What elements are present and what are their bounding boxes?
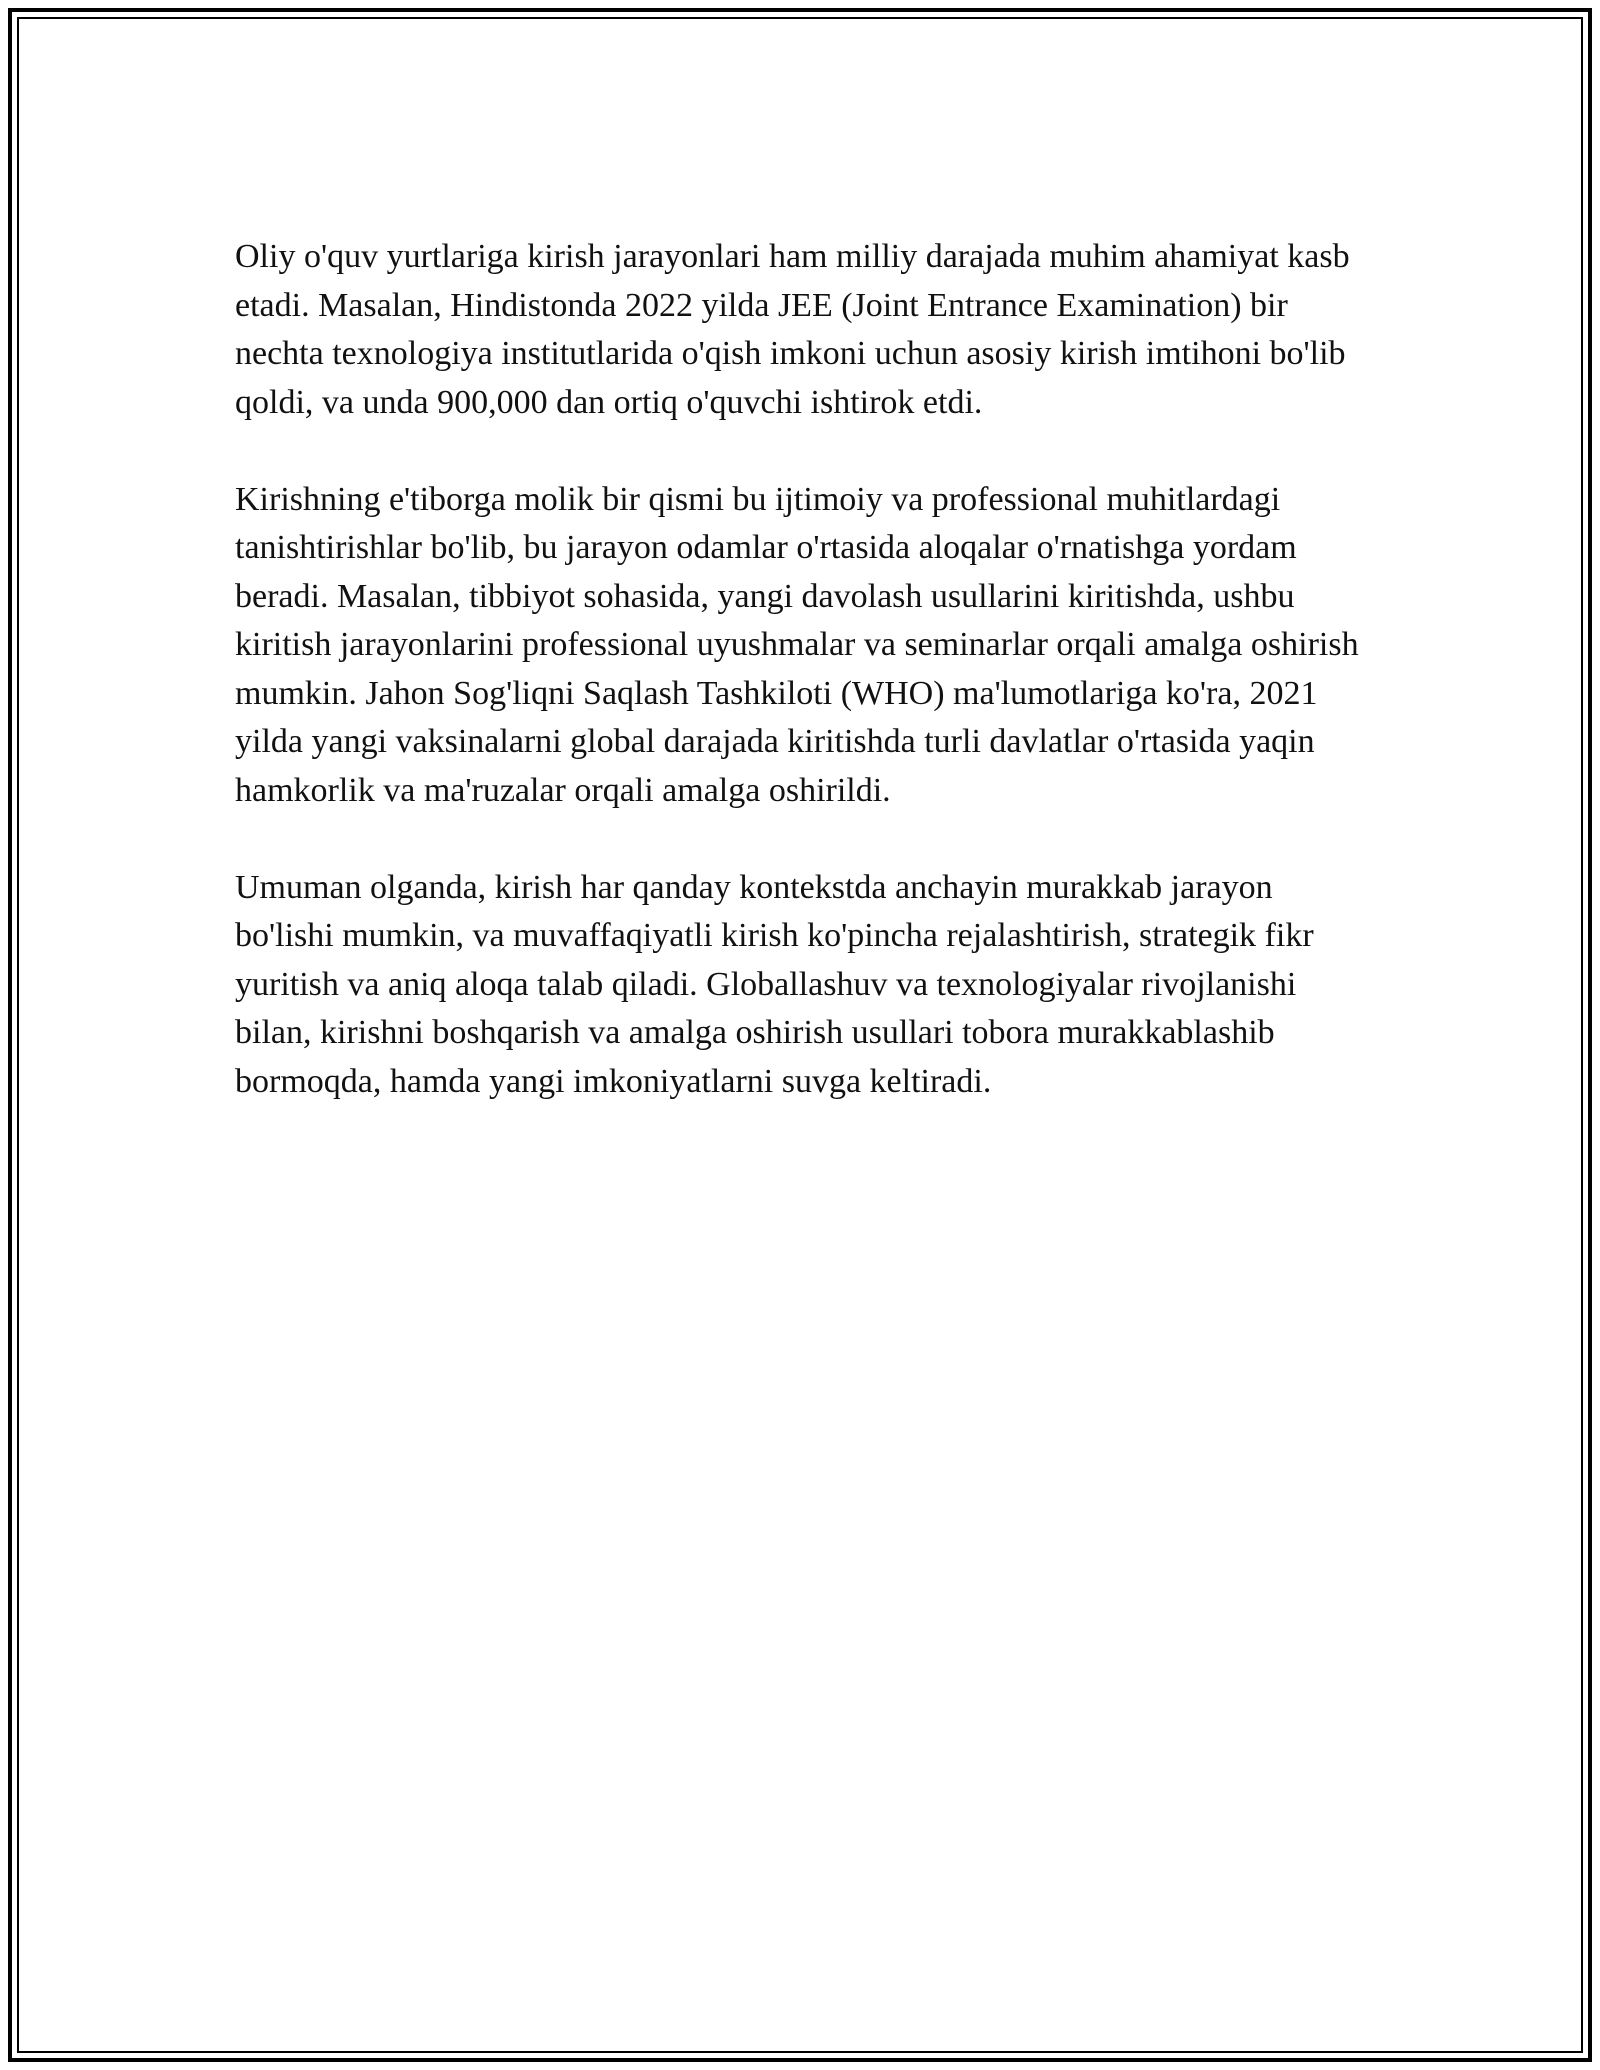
paragraph-conclusion: Umuman olganda, kirish har qanday kontekstda anchayin murakkab jarayon bo'lishi mumkin, va muvaffaqiyatli kirish ko'pincha rejalashtirish, strategik fikr yuritish va aniq aloqa talab qiladi. Globallashuv va texnologiyalar rivojlanishi bilan, kirishni boshqarish va amalga oshirish usullari tobora murakkablashib bormoqda, hamda yangi imkoniyatlarni suvga keltiradi. xyxy=(235,868,1314,1100)
document-body xyxy=(235,233,1375,1106)
paragraph-introductions: Kirishning e'tiborga molik bir qismi bu ijtimoiy va professional muhitlardagi tanishtirishlar bo'lib, bu jarayon odamlar o'rtasida aloqalar o'rnatishga yordam beradi. Masalan, tibbiyot sohasida, yangi davolash usullarini kiritishda, ushbu kiritish jarayonlarini professional uyushmalar va seminarlar orqali amalga oshirish mumkin. Jahon Sog'liqni Saqlash Tashkiloti (WHO) ma'lumotlariga ko'ra, 2021 yilda yangi vaksinalarni global darajada kiritishda turli davlatlar o'rtasida yaqin hamkorlik va ma'ruzalar orqali amalga oshirildi. xyxy=(235,480,1359,809)
paragraph-university-admissions: Oliy o'quv yurtlariga kirish jarayonlari ham milliy darajada muhim ahamiyat kasb etadi. Masalan, Hindistonda 2022 yilda JEE (Joint Entrance Examination) bir nechta texnologiya institutlarida o'qish imkoni uchun asosiy kirish imtihoni bo'lib qoldi, va unda 900,000 dan ortiq o'quvchi ishtirok etdi. xyxy=(235,238,1350,421)
